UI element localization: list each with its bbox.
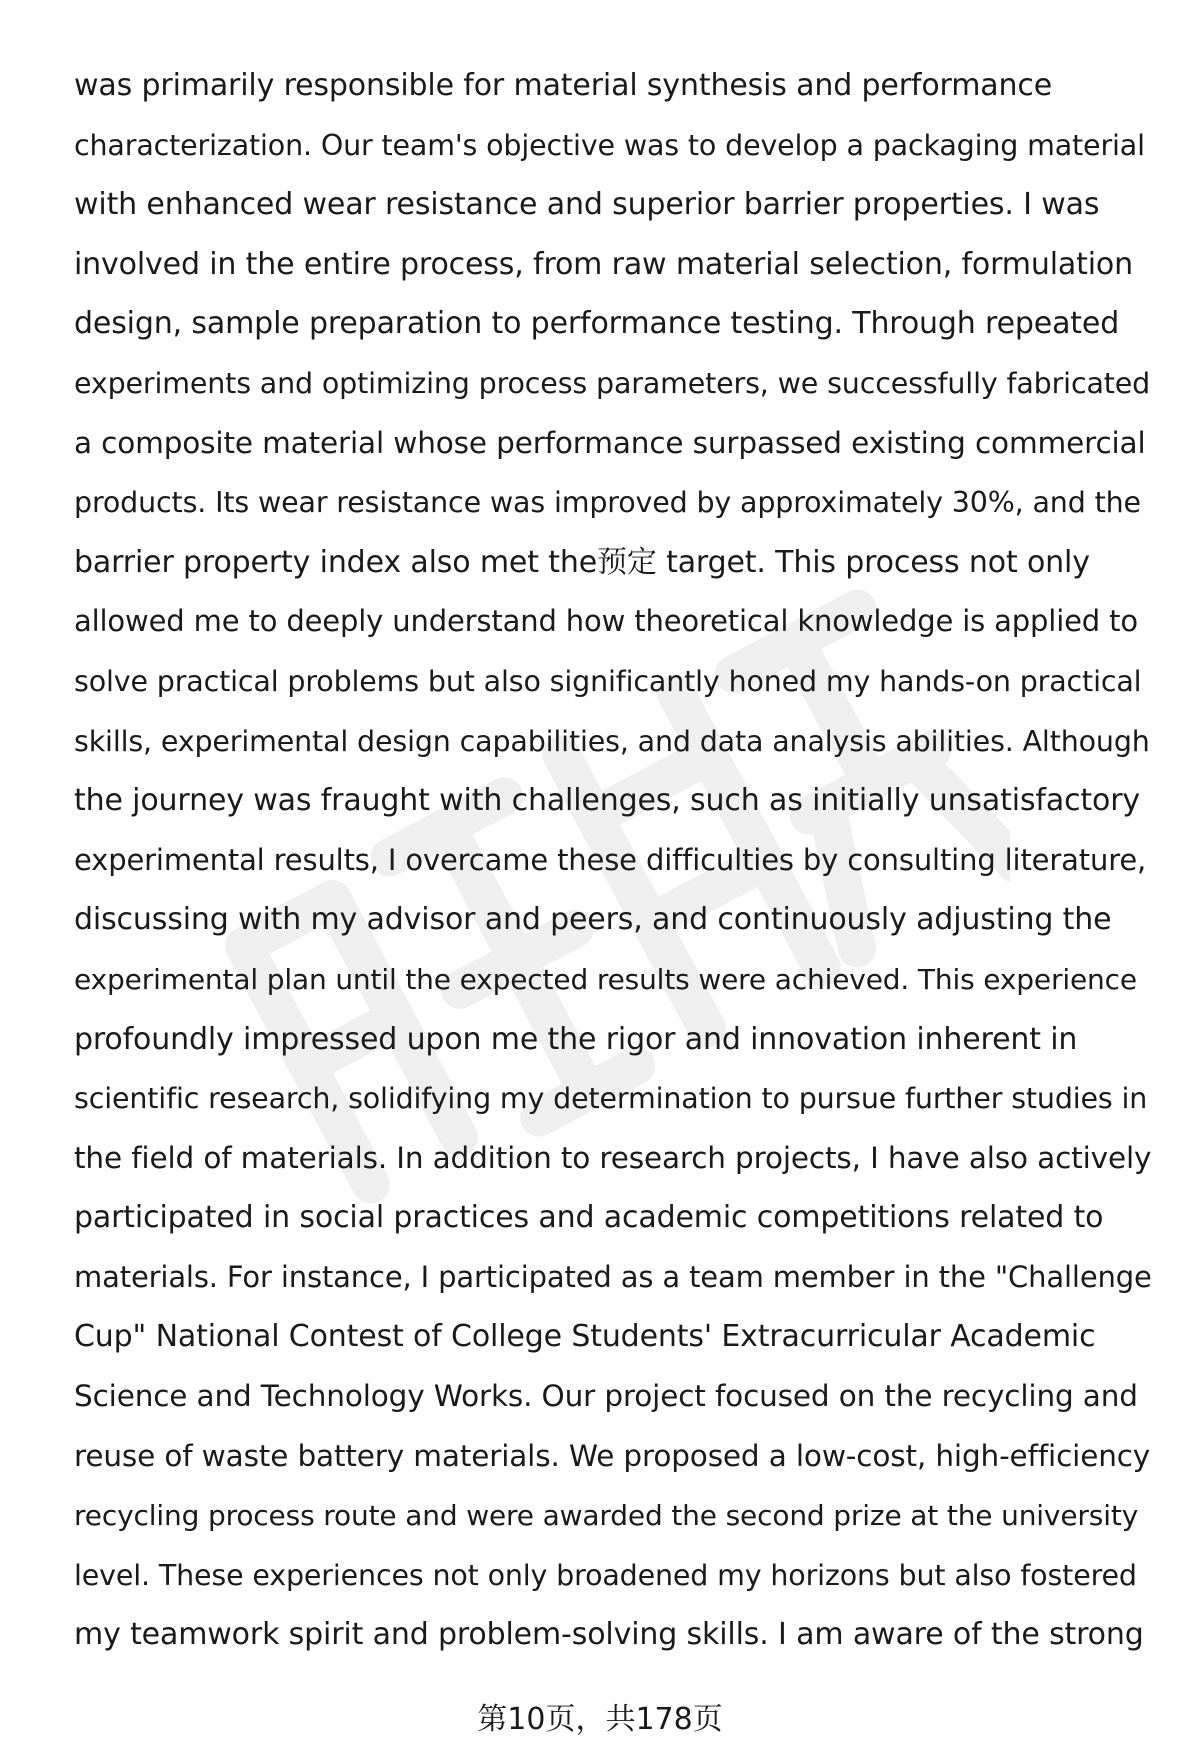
text-line: experimental results, I overcame these difficulties by consulting literature, [74, 842, 1147, 877]
text-line: reuse of waste battery materials. We proposed a low-cost, high-efficiency [74, 1438, 1151, 1473]
body-paragraph [74, 56, 1154, 1665]
text-line: products. Its wear resistance was improved by approximately 30%, and the [74, 486, 1141, 520]
text-line: with enhanced wear resistance and superior barrier properties. I was [74, 187, 1100, 223]
text-line: participated in social practices and academic competitions related to [74, 1200, 1104, 1236]
text-line: materials. For instance, I participated as a team member in the "Challenge [74, 1259, 1152, 1294]
text-line: experiments and optimizing process parameters, we successfully fabricated [74, 366, 1151, 400]
text-line: my teamwork spirit and problem-solving skills. I am aware of the strong [74, 1617, 1144, 1653]
text-line: skills, experimental design capabilities, and data analysis abilities. Although [74, 724, 1150, 758]
text-line: was primarily responsible for material synthesis and performance [74, 68, 1053, 103]
text-line: characterization. Our team's objective was to develop a packaging material [74, 128, 1145, 162]
text-line: scientific research, solidifying my determination to pursue further studies in [74, 1082, 1148, 1116]
text-line: discussing with my advisor and peers, and continuously adjusting the [74, 902, 1112, 938]
text-line: the field of materials. In addition to research projects, I have also actively [74, 1140, 1152, 1175]
text-line: recycling process route and were awarded the second prize at the university [74, 1499, 1139, 1533]
text-line: the journey was fraught with challenges, such as initially unsatisfactory [74, 783, 1141, 819]
text-line: design, sample preparation to performance testing. Through repeated [74, 306, 1120, 342]
text-line: profoundly impressed upon me the rigor and innovation inherent in [74, 1021, 1078, 1057]
text-line: Science and Technology Works. Our project focused on the recycling and [74, 1379, 1138, 1414]
text-line: Cup" National Contest of College Students' Extracurricular Academic [74, 1319, 1096, 1355]
text-line: experimental plan until the expected results were achieved. This experience [74, 962, 1137, 996]
text-line: a composite material whose performance surpassed existing commercial [74, 425, 1146, 460]
page-number-footer: 第10页，共178页 [477, 1702, 723, 1737]
text-line: involved in the entire process, from raw material selection, formulation [74, 246, 1133, 282]
text-line: solve practical problems but also significantly honed my hands-on practical [74, 664, 1142, 698]
text-line: level. These experiences not only broadened my horizons but also fostered [74, 1558, 1137, 1592]
text-line: barrier property index also met the预定 target. This process not only [74, 544, 1090, 580]
text-line: allowed me to deeply understand how theoretical knowledge is applied to [74, 604, 1138, 639]
